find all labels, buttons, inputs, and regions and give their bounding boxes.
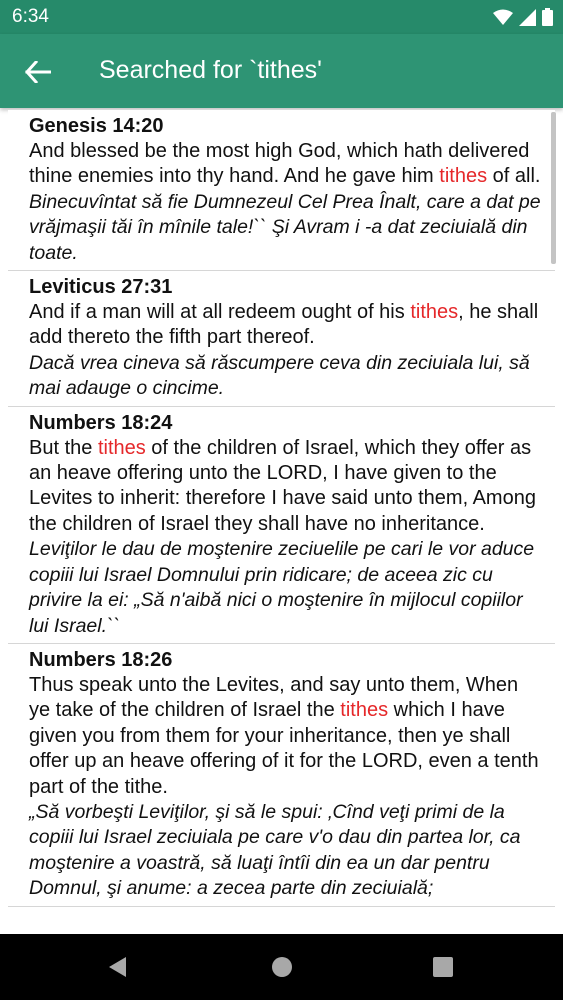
verse-reference: Genesis 14:20 [29, 115, 164, 137]
nav-recents-button[interactable] [428, 952, 458, 982]
verse-text-en: And if a man will at all redeem ought of his tithes, he shall add thereto the fifth part thereof. [29, 301, 539, 349]
wifi-icon [493, 9, 513, 26]
verse-reference: Numbers 18:26 [29, 648, 173, 671]
arrow-left-icon [25, 61, 51, 83]
home-circle-icon [270, 955, 294, 979]
signal-icon [519, 9, 536, 26]
search-results-list[interactable] [8, 110, 555, 934]
navigation-bar [0, 934, 563, 1000]
nav-home-button[interactable] [267, 952, 297, 982]
recents-square-icon [432, 956, 454, 978]
verse-text-ro: Dacă vrea cineva să răscumpere ceva din zeciuiala lui, să mai adauge o cincime. [29, 351, 530, 400]
search-result[interactable] [8, 644, 555, 907]
verse-text-en: And blessed be the most high God, which hath delivered thine enemies into thy hand. And he gave him tithes of all. [29, 140, 541, 188]
verse-text-en: Thus speak unto the Levites, and say unto them, When ye take of the children of Israel the tithes which I have given you from them for your inheritance, then ye shall offer up an heave offering of it for the LORD, even a tenth part of the tithe. [29, 673, 539, 798]
search-result[interactable] [8, 407, 555, 644]
search-result[interactable] [8, 110, 555, 271]
verse-reference: Numbers 18:24 [29, 411, 173, 434]
verse-text-ro: „Să vorbeşti Leviţilor, şi să le spui: ‚Cînd veţi primi de la copiii lui Israel zeciuiala pe care v'o dau din partea lor, ca moştenire a voastră, să luaţi întîi din ea un dar pentru Domnul, şi anume: a zecea parte din zeciuială; [29, 800, 521, 900]
nav-back-button[interactable] [102, 952, 132, 982]
back-button[interactable] [16, 52, 60, 92]
status-bar [0, 0, 563, 34]
status-time: 6:34 [12, 6, 49, 27]
search-match: tithes [340, 699, 389, 722]
search-match: tithes [97, 436, 146, 459]
verse-reference: Leviticus 27:31 [29, 276, 173, 299]
search-match: tithes [439, 165, 488, 188]
page-title: Searched for `tithes' [99, 56, 322, 84]
verse-text-ro: Binecuvîntat să fie Dumnezeul Cel Prea Înalt, care a dat pe vrăjmaşii tăi în mînile tale!`` Şi Avram i -a dat zeciuială din toate. [29, 190, 541, 264]
scrollbar[interactable] [551, 112, 556, 264]
verse-text-ro: Leviţilor le dau de moştenire zeciuelile pe cari le vor aduce copiii lui Israel Domnului prin ridicare; de aceea zic cu privire la ei: „Să n'aibă nici o moştenire în mijlocul copiilor lui Israel.`` [29, 538, 535, 637]
battery-icon [542, 8, 553, 26]
search-result[interactable] [8, 271, 555, 407]
verse-text-en: But the tithes of the children of Israel, which they offer as an heave offering unto the LORD, I have given to the Levites to inherit: therefore I have said unto them, Among the children of Israel they shall have no inheritance. [29, 436, 536, 535]
app-bar [0, 34, 563, 108]
status-icons [493, 8, 553, 26]
search-match: tithes [410, 301, 459, 324]
back-triangle-icon [106, 955, 128, 979]
